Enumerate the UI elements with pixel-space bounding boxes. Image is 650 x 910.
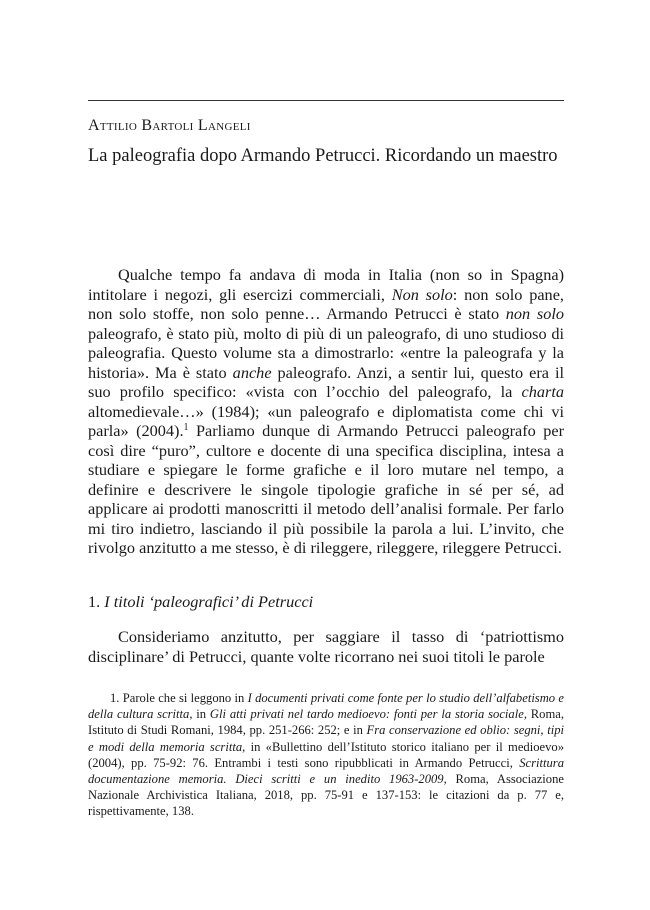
text-run: : non solo pane, non solo stoffe, non solo penne… Armando Petrucci è stato	[88, 284, 564, 323]
italic-run: Fra conservazione ed oblio: segni, tipi e modi della memoria scritta	[88, 723, 564, 754]
italic-run: Gli atti privati nel tardo medioevo: fonti per la storia sociale	[209, 707, 524, 722]
header-rule	[88, 100, 564, 101]
article-title: La paleografia dopo Armando Petrucci. Ricordando un maestro	[88, 146, 558, 166]
footnote-reference[interactable]: 1	[183, 422, 189, 433]
footnote-paragraph	[88, 690, 564, 820]
text-run: Qualche tempo fa andava di moda in Italia (non so in Spagna) intitolare i negozi, gli esercizi commerciali,	[88, 265, 564, 304]
intro-paragraph	[88, 265, 564, 558]
italic-run: anche	[232, 362, 272, 382]
section-paragraph: Consideriamo anzitutto, per saggiare il tasso di ‘patriottismo disciplinare’ di Petrucci, quante volte ricorrano nei suoi titoli le parole	[88, 627, 564, 666]
text-run: , Roma, Istituto di Studi Romani, 1984, pp. 251-266: 252; e in	[88, 707, 564, 738]
intro-body	[88, 265, 564, 558]
italic-run: Non solo	[391, 284, 453, 304]
text-run: , Roma, Associazione Nazionale Archivistica Italiana, 2018, pp. 75-91 e 137-153: le citazioni da p. 77 e, rispettivamente, 138.	[88, 772, 564, 819]
italic-run: Scrittura documentazione memoria. Dieci scritti e un inedito 1963-2009	[88, 755, 564, 787]
text-run: Parliamo dunque di Armando Petrucci paleografo per così dire “puro”, cultore e docente di una specifica disciplina, intesa a studiare e spiegare le forme grafiche e il loro mutare nel tempo, a definire e descrivere le singole tipologie grafiche in sé per sé, ad applicare ai prodotti manoscritti il metodo dell’analisi formale. Per farlo mi tiro indietro, lasciando il più possibile la parola a lui. L’invito, che rivolgo anzitutto a me stesso, è di rileggere, rileggere, rileggere Petrucci.	[88, 421, 564, 557]
italic-run: I documenti privati come fonte per lo studio dell’alfabetismo e della cultura scritta	[88, 691, 564, 722]
section-body	[88, 627, 564, 666]
section-title: I titoli ‘paleografici’ di Petrucci	[104, 592, 314, 611]
footnote	[88, 690, 564, 820]
text-run: paleografo, è stato più, molto di più di un paleografo, di uno studioso di paleografia. Questo volume sta a dimostrarlo: «entre la paleografa y la historia». Ma è stato	[88, 323, 564, 382]
text-run: altomedievale…» (1984); «un paleografo e diplomatista come chi vi parla» (2004).	[88, 401, 564, 440]
italic-run: charta	[521, 382, 564, 401]
section-number: 1.	[88, 592, 101, 611]
text-run: paleografo. Anzi, a sentir lui, questo era il suo profilo specifico: «vista con l’occhio del paleografo, la	[88, 362, 564, 401]
author-name: Attilio Bartoli Langeli	[88, 117, 251, 134]
italic-run: non solo	[505, 304, 564, 323]
section-heading	[88, 592, 313, 612]
text-run: , in «Bullettino dell’Istituto storico italiano per il medioevo» (2004), pp. 75-92: 76. Entrambi i testi sono ripubblicati in Armando Petrucci,	[88, 739, 564, 770]
text-run: 1. Parole che si leggono in	[110, 691, 248, 705]
text-run: , in	[189, 707, 210, 722]
